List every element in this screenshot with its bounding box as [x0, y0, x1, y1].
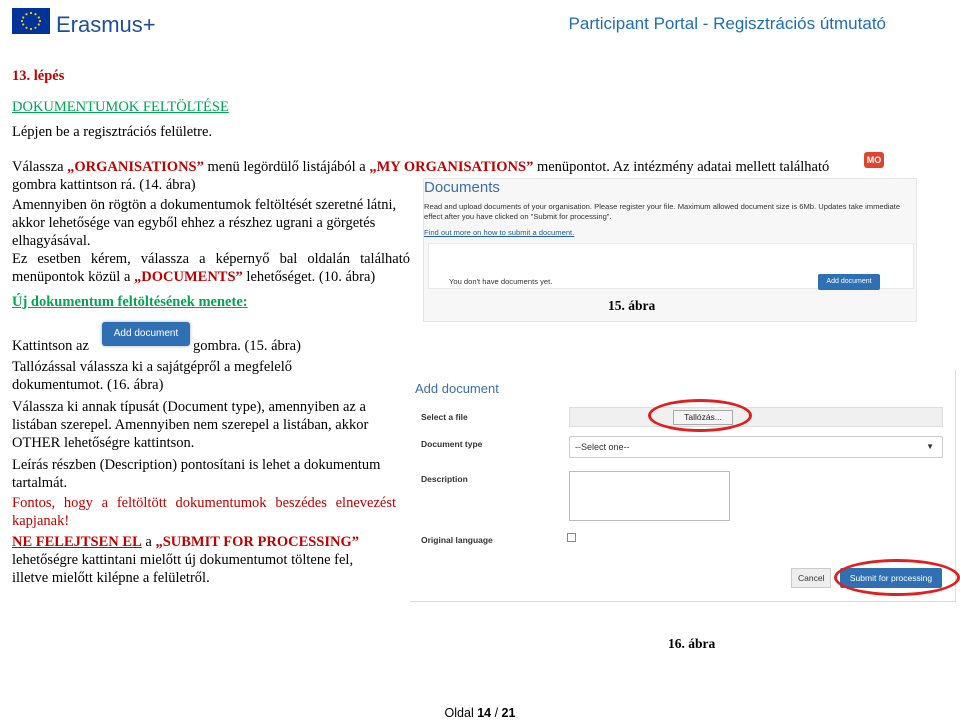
original-language-label: Original language: [421, 535, 493, 545]
document-type-select: --Select one-- ▼: [569, 436, 943, 458]
section-title: DOKUMENTUMOK FELTÖLTÉSE: [12, 99, 229, 115]
highlight-circle-browse: [648, 399, 752, 432]
documents-intro-text: Read and upload documents of your organisation. Please register your file. Maximum allowed document size is 6Mb. Updates take immediate effect after you have clicked on "Submit for processing".: [424, 202, 901, 221]
highlight-circle-submit: [834, 559, 960, 596]
step-label: 13. lépés: [12, 68, 65, 84]
documents-title: Documents: [424, 179, 500, 196]
paragraph-login: Lépjen be a regisztrációs felületre.: [12, 124, 213, 140]
add-document-title: Add document: [415, 381, 499, 396]
browse-button: Tallózás...: [673, 410, 733, 425]
original-language-checkbox: [567, 533, 576, 542]
mo-button-icon: MO: [864, 152, 884, 168]
description-textarea: [569, 471, 730, 521]
documents-help-link: Find out more on how to submit a document.: [424, 228, 575, 237]
paragraph-organisations-line1: Válassza „ORGANISATIONS” menü legördülő listájából a „MY ORGANISATIONS” menüpontot. Az intézmény adatai mellett található: [12, 159, 830, 175]
submit-for-processing-button: Submit for processing: [840, 568, 942, 588]
paragraph-description: Leírás részben (Description) pontosítani is lehet a dokumentum tartalmát.: [12, 457, 381, 491]
erasmus-logo-text: Erasmus+: [56, 12, 156, 37]
document-type-label: Document type: [421, 439, 483, 449]
add-document-button: Add document: [818, 274, 880, 290]
paragraph-organisations-line2: gombra kattintson rá. (14. ábra): [12, 177, 196, 193]
paragraph-skip-scroll: Amennyiben ön rögtön a dokumentumok feltöltését szeretné látni, akkor lehetősége van egyből ehhez a részhez ugrani a görgetés elhagyásával.: [12, 197, 397, 249]
file-input-field: [569, 407, 943, 427]
figure-16-caption: 16. ábra: [668, 636, 716, 651]
figure-15-caption: 15. ábra: [608, 298, 656, 313]
chevron-down-icon: ▼: [926, 442, 934, 451]
add-document-inline-button: Add document: [102, 322, 190, 346]
cancel-button: Cancel: [791, 568, 831, 588]
description-label: Description: [421, 474, 468, 484]
paragraph-click-suffix: gombra. (15. ábra): [193, 338, 301, 354]
figure-16-add-document-screenshot: [410, 370, 956, 602]
eu-flag-logo: [12, 8, 50, 34]
paragraph-naming-note: Fontos, hogy a feltöltött dokumentumok beszédes elnevezést kapjanak!: [12, 495, 396, 529]
subheading-new-document: Új dokumentum feltöltésének menete:: [12, 294, 248, 310]
figure-15-documents-screenshot: [423, 178, 917, 322]
paragraph-click-text: Kattintson az: [12, 338, 89, 354]
select-file-label: Select a file: [421, 412, 468, 422]
page-footer: Oldal 14 / 21: [444, 706, 516, 720]
paragraph-documents-menu: Ez esetben kérem, válassza a képernyő bal oldalán található menüpontok közül a „DOCUMENTS” lehetőséget. (10. ábra): [12, 251, 410, 285]
documents-empty-text: You don't have documents yet.: [449, 277, 553, 286]
paragraph-submit-reminder: NE FELEJTSEN EL a „SUBMIT FOR PROCESSING” lehetőségre kattintani mielőtt új dokumentumot töltene fel, illetve mielőtt kilépne a felületről.: [12, 534, 360, 586]
paragraph-browse: Tallózással válassza ki a sajátgépről a megfelelő dokumentumot. (16. ábra): [12, 359, 293, 393]
paragraph-doc-type: Válassza ki annak típusát (Document type), amennyiben az a listában szerepel. Amennyiben nem szerepel a listában, akkor OTHER lehetőségre kattintson.: [12, 399, 369, 451]
header-title: Participant Portal - Regisztrációs útmutató: [568, 14, 886, 33]
